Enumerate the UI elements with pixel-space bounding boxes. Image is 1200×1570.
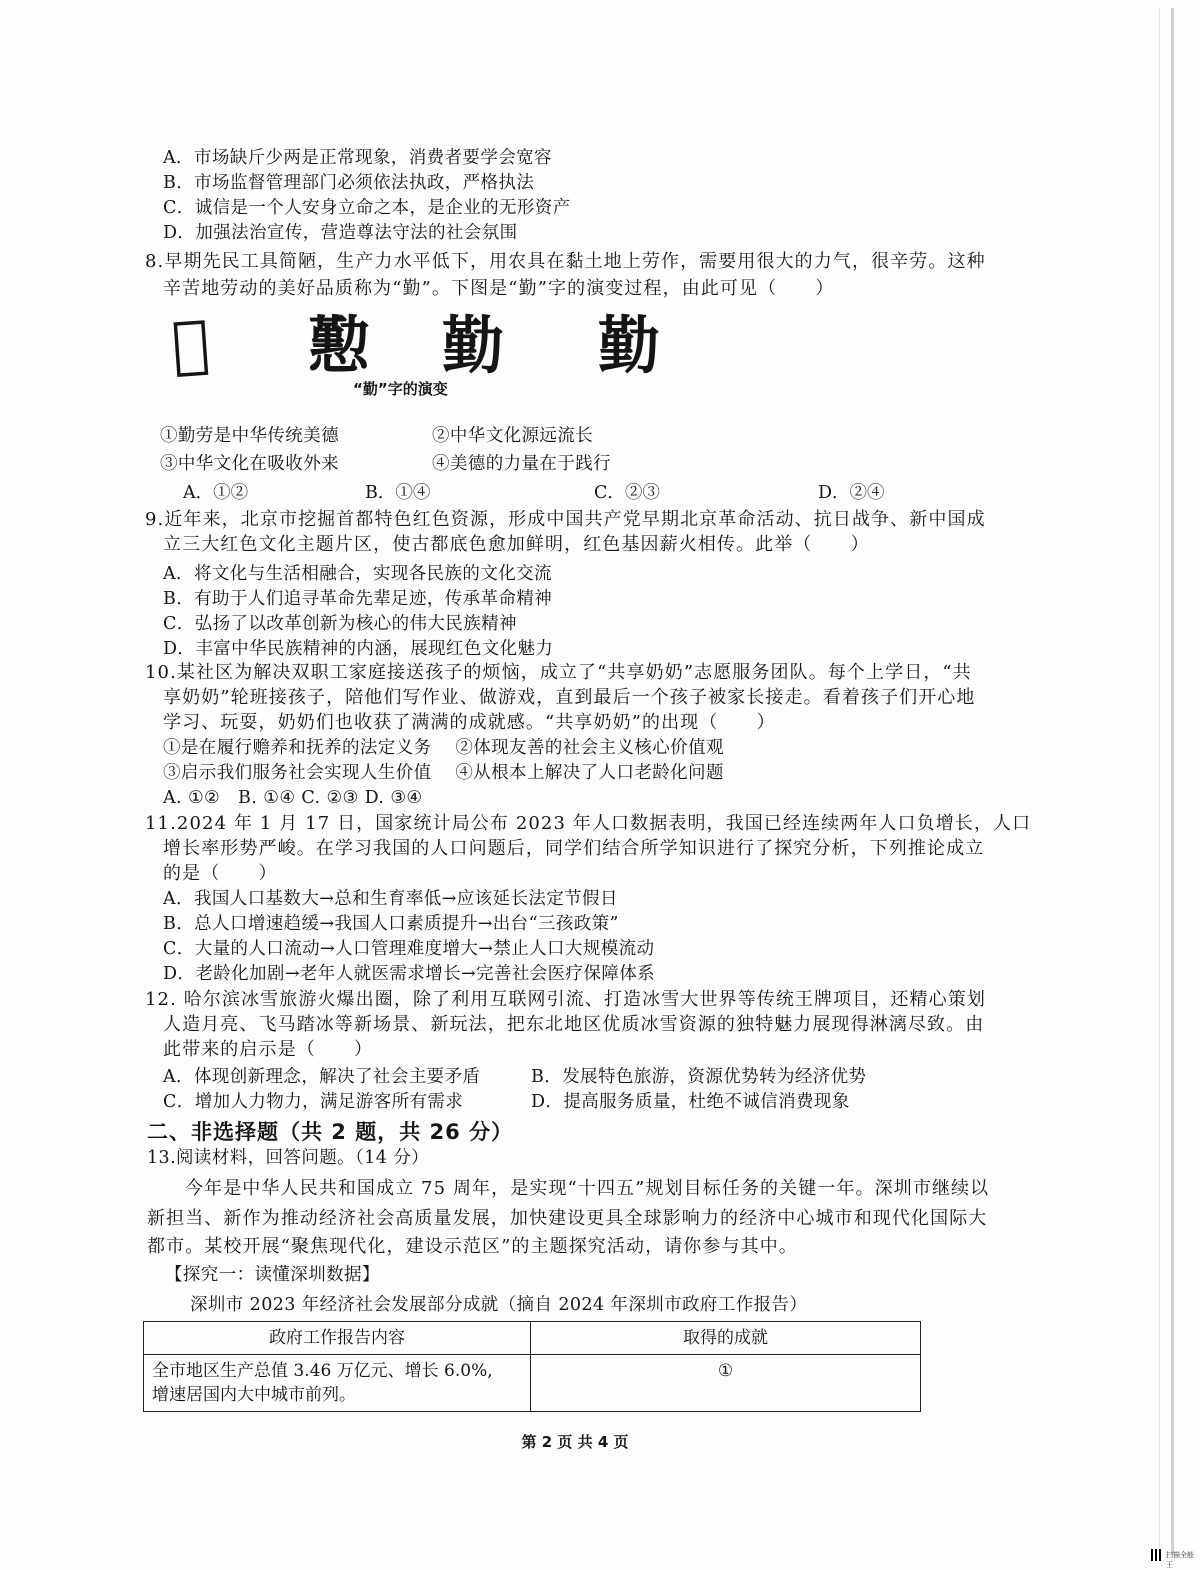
q12-stem-line1: 12. 哈尔滨冰雪旅游火爆出圈，除了利用互联网引流、打造冰雪大世界等传统王牌项目，还精心策划 (145, 989, 986, 1010)
q8-statement-2: ②中华文化源远流长 (432, 426, 594, 446)
q9-option-b: B．有助于人们追寻革命先辈足迹，传承革命精神 (163, 589, 553, 609)
q8-statement-3: ③中华文化在吸收外来 (160, 454, 339, 474)
q9-option-a: A．将文化与生活相融合，实现各民族的文化交流 (163, 564, 552, 584)
q9-option-d: D．丰富中华民族精神的内涵，展现红色文化魅力 (163, 639, 554, 659)
q10-choices: A. ①② B. ①④ C. ②③ D. ③④ (163, 788, 423, 808)
paper-edge-shadow (1159, 8, 1160, 1554)
q12-option-c: C．增加人力物力，满足游客所有需求 (163, 1092, 464, 1112)
evolution-glyph-oracle: 𠡦 (169, 305, 212, 382)
q8-choice-c: C．②③ (594, 483, 660, 503)
q8-choice-a: A．①② (183, 483, 249, 503)
q7-option-c: C．诚信是一个人安身立命之本，是企业的无形资产 (163, 198, 571, 218)
page-footer: 第 2 页 共 4 页 (521, 1433, 629, 1451)
q10-stem-line3: 学习、玩耍，奶奶们也收获了满满的成就感。“共享奶奶”的出现（ ） (163, 712, 776, 733)
q7-option-b: B．市场监督管理部门必须依法执政，严格执法 (163, 173, 535, 193)
q8-stem-line2: 辛苦地劳动的美好品质称为“勤”。下图是“勤”字的演变过程，由此可见（ ） (163, 278, 835, 299)
q13-paragraph-line3: 都市。某校开展“聚焦现代化，建设示范区”的主题探究活动，请你参与其中。 (147, 1236, 798, 1257)
achievement-table (143, 1321, 921, 1412)
section-heading: 二、非选择题（共 2 题，共 26 分） (147, 1120, 514, 1144)
table-cell-answer: ① (531, 1355, 921, 1412)
table-cell-line1: 全市地区生产总值 3.46 万亿元、增长 6.0%, (152, 1361, 493, 1381)
table-title: 深圳市 2023 年经济社会发展部分成就（摘自 2024 年深圳市政府工作报告） (190, 1295, 808, 1315)
evolution-glyph-bronze: 懃 (308, 309, 371, 382)
table-cell-line2: 增速居国内大中城市前列。 (152, 1385, 356, 1405)
table-header-row (144, 1322, 921, 1355)
q12-option-a: A．体现创新理念，解决了社会主要矛盾 (163, 1067, 481, 1087)
q11-option-a: A．我国人口基数大→总和生育率低→应该延长法定节假日 (163, 889, 618, 909)
q7-option-a: A．市场缺斤少两是正常现象，消费者要学会宽容 (163, 148, 552, 168)
q8-choice-d: D．②④ (818, 483, 885, 503)
q8-stem-line1: 8.早期先民工具简陋，生产力水平低下，用农具在黏土地上劳作，需要用很大的力气，很辛劳。这种 (145, 251, 986, 272)
q12-stem-line2: 人造月亮、飞马踏冰等新场景、新玩法，把东北地区优质冰雪资源的独特魅力展现得淋漓尽致。由 (163, 1014, 985, 1035)
q11-option-b: B．总人口增速趋缓→我国人口素质提升→出台“三孩政策” (163, 914, 619, 934)
q12-option-b: B．发展特色旅游，资源优势转为经济优势 (531, 1067, 867, 1087)
q9-stem-line2: 立三大红色文化主题片区，使古都底色愈加鲜明，红色基因薪火相传。此举（ ） (163, 534, 870, 555)
table-header-achievement: 取得的成就 (531, 1322, 921, 1355)
scanner-watermark: 扫描全能王 (1166, 1551, 1194, 1569)
q8-statement-4: ④美德的力量在于践行 (432, 454, 611, 474)
q10-statements-line1: ①是在履行赡养和抚养的法定义务 ②体现友善的社会主义核心价值观 (163, 738, 724, 758)
table-header-content: 政府工作报告内容 (144, 1322, 531, 1355)
table-row (144, 1355, 921, 1412)
q10-statements-line2: ③启示我们服务社会实现人生价值 ④从根本上解决了人口老龄化问题 (163, 763, 724, 783)
evolution-caption: “勤”字的演变 (353, 380, 448, 398)
qr-code-icon (1151, 1549, 1163, 1561)
q7-option-d: D．加强法治宣传，营造尊法守法的社会氛围 (163, 223, 518, 243)
q8-choice-b: B．①④ (365, 483, 431, 503)
q11-option-c: C．大量的人口流动→人口管理难度增大→禁止人口大规模流动 (163, 939, 655, 959)
q11-stem-line1: 11.2024 年 1 月 17 日，国家统计局公布 2023 年人口数据表明，我国已经连续两年人口负增长，人口 (145, 813, 1032, 834)
q13-stem: 13.阅读材料，回答问题。（14 分） (147, 1148, 430, 1168)
q9-option-c: C．弘扬了以改革创新为核心的伟大民族精神 (163, 614, 517, 634)
q11-stem-line2: 增长率形势严峻。在学习我国的人口问题后，同学们结合所学知识进行了探究分析，下列推论成立 (163, 838, 985, 859)
evolution-glyph-regular: 勤 (598, 309, 661, 382)
table-cell-content (144, 1355, 531, 1412)
q10-stem-line2: 享奶奶”轮班接孩子，陪他们写作业、做游戏，直到最后一个孩子被家长接走。看着孩子们开心地 (163, 687, 976, 708)
q11-stem-line3: 的是（ ） (163, 863, 278, 884)
explore-one-label: 【探究一：读懂深圳数据】 (165, 1265, 380, 1285)
q12-stem-line3: 此带来的启示是（ ） (163, 1039, 374, 1060)
q8-statement-1: ①勤劳是中华传统美德 (160, 426, 339, 446)
q13-paragraph-line1: 今年是中华人民共和国成立 75 周年，是实现“十四五”规划目标任务的关键一年。深圳市继续以 (185, 1178, 990, 1199)
q10-stem-line1: 10.某社区为解决双职工家庭接送孩子的烦恼，成立了“共享奶奶”志愿服务团队。每个上学日，“共 (145, 662, 972, 683)
q13-paragraph-line2: 新担当、新作为推动经济社会高质量发展，加快建设更具全球影响力的经济中心城市和现代化国际大 (147, 1208, 988, 1229)
paper-edge (1171, 8, 1174, 1554)
evolution-glyph-seal: 勤 (442, 309, 505, 382)
q12-option-d: D．提高服务质量，杜绝不诚信消费现象 (531, 1092, 850, 1112)
q11-option-d: D．老龄化加剧→老年人就医需求增长→完善社会医疗保障体系 (163, 964, 656, 984)
q9-stem-line1: 9.近年来，北京市挖掘首都特色红色资源，形成中国共产党早期北京革命活动、抗日战争、新中国成 (145, 509, 986, 530)
